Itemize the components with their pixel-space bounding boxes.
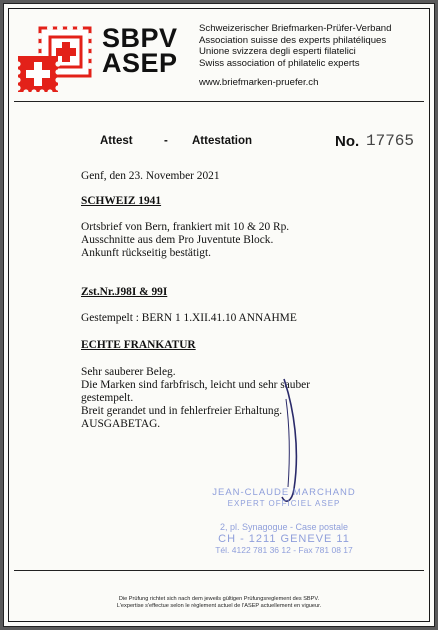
country-year: SCHWEIZ 1941	[81, 195, 162, 207]
verdict: ECHTE FRANKATUR	[81, 339, 196, 351]
header-divider	[14, 101, 424, 102]
remark-line: gestempelt.	[81, 392, 134, 404]
description-line: Ankunft rückseitig bestätigt.	[81, 247, 212, 259]
footer-note	[14, 596, 424, 610]
attest-label: Attest	[100, 135, 133, 147]
remark-line: Breit gerandet und in fehlerfreier Erhaltung.	[81, 405, 283, 417]
website-link[interactable]: www.briefmarken-pruefer.ch	[199, 77, 319, 88]
association-en: Swiss association of philatelic experts	[199, 57, 360, 69]
association-it: Unione svizzera degli esperti filatelici	[199, 46, 356, 58]
front-stamp-shape	[15, 56, 60, 95]
description-line: Ortsbrief von Bern, frankiert mit 10 & 20 Rp.	[81, 221, 290, 233]
attestation-label: Attestation	[192, 135, 253, 147]
certificate-sheet	[3, 3, 435, 627]
stamp-phone: Tél. 4122 781 36 12 - Fax 781 08 17	[215, 545, 353, 555]
brand-asep: ASEP	[102, 48, 178, 78]
attest-dash: -	[164, 135, 168, 147]
remark-line: AUSGABETAG.	[81, 418, 161, 430]
association-fr: Association suisse des experts philatéliques	[199, 34, 387, 46]
footer-divider	[14, 570, 424, 571]
remark-line: Sehr sauberer Beleg.	[81, 366, 176, 378]
footer-line-de: Die Prüfung richtet sich nach dem jeweils gültigen Prüfungsreglement des SBPV.	[118, 596, 320, 602]
cancellation: Gestempelt : BERN 1 1.XII.41.10 ANNAHME	[81, 312, 297, 324]
place-date: Genf, den 23. November 2021	[81, 170, 220, 182]
brand-sbpv: SBPV	[102, 23, 178, 53]
association-de: Schweizerischer Briefmarken-Prüfer-Verband	[199, 23, 392, 34]
number-label: No.	[335, 133, 360, 150]
expert-stamp	[184, 487, 384, 555]
catalog-number: Zst.Nr.J98I & 99I	[81, 286, 168, 298]
remark-line: Die Marken sind farbfrisch, leicht und sehr sauber	[81, 379, 311, 391]
brand-name	[102, 23, 192, 78]
certificate-number: 17765	[366, 132, 415, 150]
description	[81, 221, 289, 260]
description-line: Ausschnitte aus dem Pro Juventute Block.	[81, 234, 274, 246]
stamp-expert-title: EXPERT OFFICIEL ASEP	[227, 499, 341, 508]
stamp-address: 2, pl. Synagogue - Case postale	[219, 522, 349, 532]
association-names	[199, 23, 434, 69]
stamp-city: CH - 1211 GENEVE 11	[218, 533, 350, 545]
sbpv-logo-icon	[14, 20, 100, 98]
stamp-expert-name: JEAN-CLAUDE MARCHAND	[212, 487, 356, 498]
footer-line-fr: L'expertise s'effectue selon le règlement actuel de l'ASEP actuellement en vigueur.	[116, 603, 322, 609]
